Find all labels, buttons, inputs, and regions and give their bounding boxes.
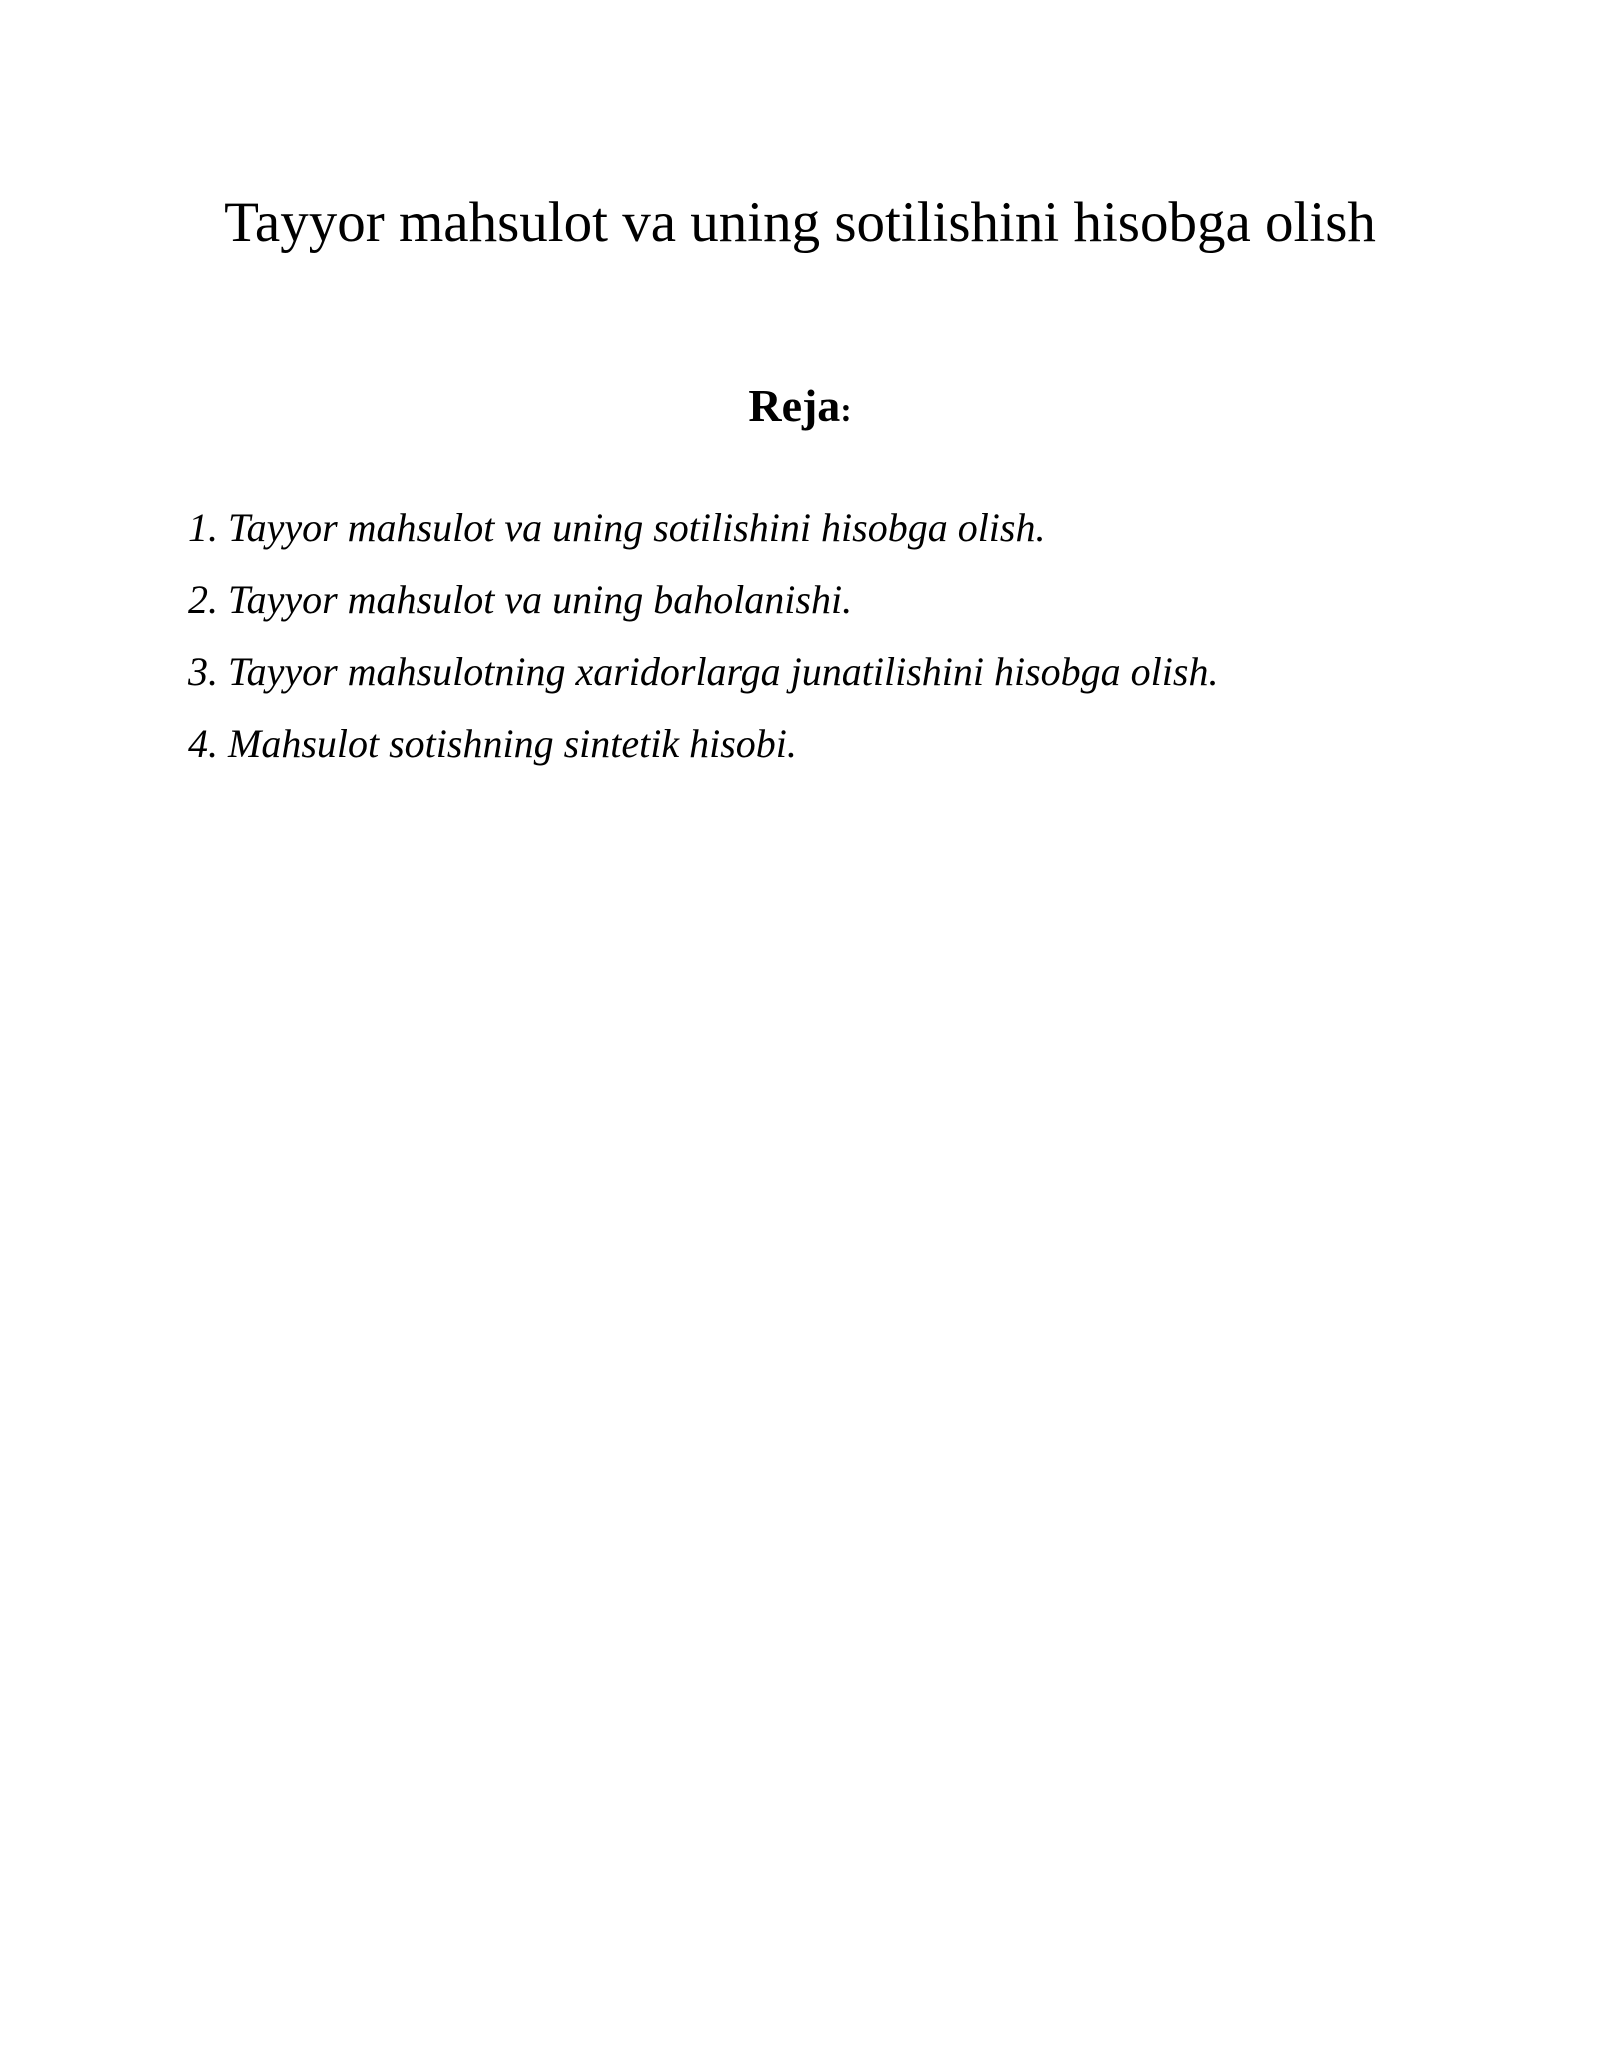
plan-heading [0, 378, 1600, 439]
document-title: Tayyor mahsulot va uning sotilishini hisobga olish [224, 191, 1376, 254]
plan-item-4: 4. Mahsulot sotishning sintetik hisobi. [188, 721, 797, 766]
plan-heading-colon: : [840, 392, 852, 429]
plan-heading-text: Reja [748, 380, 841, 431]
plan-list [188, 504, 1218, 792]
plan-item-1: 1. Tayyor mahsulot va uning sotilishini hisobga olish. [188, 505, 1046, 550]
plan-item-3: 3. Tayyor mahsulotning xaridorlarga junatilishini hisobga olish. [188, 649, 1219, 694]
plan-item-2: 2. Tayyor mahsulot va uning baholanishi. [188, 577, 853, 622]
